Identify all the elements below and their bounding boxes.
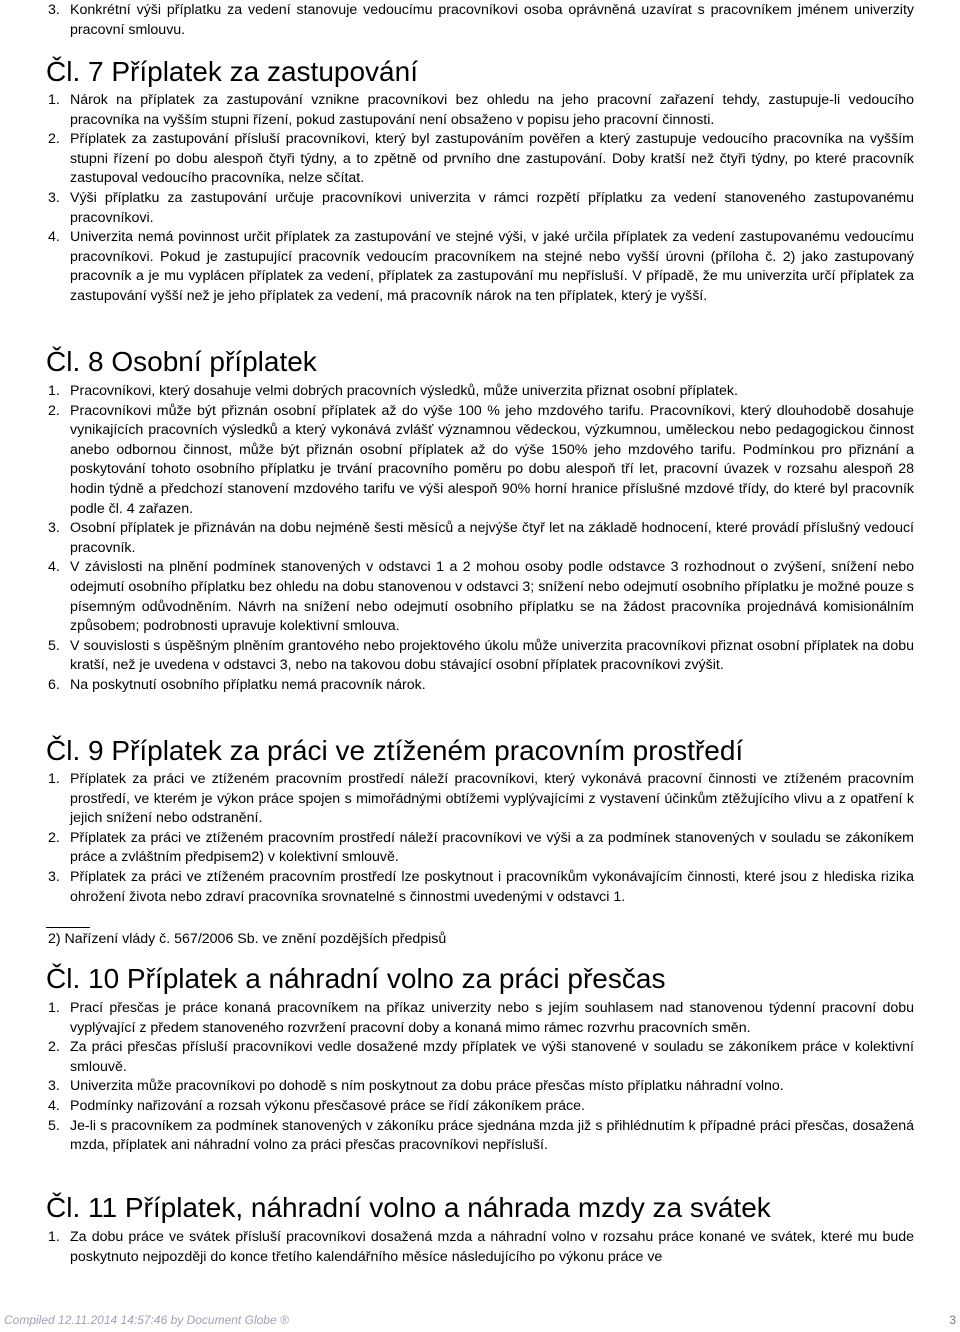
- page-footer: [4, 1313, 956, 1327]
- item-number: 3.: [48, 1078, 60, 1095]
- item-number: 2.: [48, 829, 60, 846]
- page-number: 3: [949, 1313, 956, 1327]
- item-number: 4.: [48, 559, 60, 576]
- item-number: 6.: [48, 676, 60, 693]
- section-items: [46, 999, 914, 1156]
- list-item: [46, 91, 914, 130]
- item-number: 3.: [48, 868, 60, 885]
- item-number: 2.: [48, 402, 60, 419]
- item-text: Příplatek za zastupování přísluší pracovníkovi, který byl zastupováním pověřen a který zastupuje vedoucího pracovníka na vyšším stupni řízení po dobu alespoň čtyři týdny, a to zpětně od prvního dne zastupování. Doby kratší než čtyři týdny, po které pracovník zastupoval vedoucího pracovníka, nelze sčítat.: [70, 131, 914, 187]
- section-heading: Čl. 8 Osobní příplatek: [46, 346, 317, 377]
- compiled-note: Compiled 12.11.2014 14:57:46 by Document Globe ®: [4, 1313, 289, 1327]
- item-number: 4.: [48, 229, 60, 246]
- item-number: 3.: [48, 189, 60, 206]
- item-number: 1.: [48, 1000, 60, 1016]
- list-item: [46, 1, 914, 40]
- list-item: [46, 228, 914, 306]
- list-item: [46, 130, 914, 189]
- list-item: [46, 519, 914, 558]
- item-text: Výši příplatku za zastupování určuje pracovníkovi univerzita v rámci rozpětí příplatku za vedení stanoveného zastupovanému pracovníkovi.: [70, 189, 914, 226]
- list-item: [46, 1097, 914, 1117]
- footnote-divider: [46, 927, 90, 928]
- item-number: 1.: [48, 1229, 60, 1245]
- item-text: Příplatek za práci ve ztíženém pracovním prostředí náleží pracovníkovi ve výši a za podmínek stanovených v souladu se zákoníkem práce a zvláštním předpisem2) v kolektivní smlouvě.: [70, 829, 914, 866]
- list-item: [46, 382, 914, 402]
- list-item: [46, 1077, 914, 1097]
- section-heading: Čl. 9 Příplatek za práci ve ztíženém pracovním prostředí: [46, 735, 744, 766]
- item-text: Na poskytnutí osobního příplatku nemá pracovník nárok.: [70, 676, 426, 693]
- list-item: [46, 1038, 914, 1077]
- list-item: [46, 189, 914, 228]
- item-number: 1.: [48, 771, 60, 787]
- item-text: Nárok na příplatek za zastupování vznikne pracovníkovi bez ohledu na jeho pracovní zařazení tehdy, zastupuje-li vedoucího pracovníka na vyšším stupni řízení, pokud zastupování není obsaženo v popisu jeho pracovní činnosti.: [70, 92, 914, 128]
- section-items-8: [46, 382, 914, 696]
- list-item: [46, 558, 914, 636]
- footnote: 2) Nařízení vlády č. 567/2006 Sb. ve znění pozdějších předpisů: [48, 931, 447, 947]
- list-item: [46, 999, 914, 1038]
- item-text: Pracovníkovi, který dosahuje velmi dobrých pracovních výsledků, může univerzita přiznat osobní příplatek.: [70, 383, 738, 399]
- item-number: 1.: [48, 92, 60, 108]
- list-item: [46, 676, 914, 696]
- section-heading: Čl. 7 Příplatek za zastupování: [46, 56, 418, 87]
- item-number: 1.: [48, 383, 60, 399]
- item-text: Za práci přesčas přísluší pracovníkovi vedle dosažené mzdy příplatek ve výši stanovené v souladu se zákoníkem práce v kolektivní smlouvě.: [70, 1039, 914, 1075]
- item-text: V závislosti na plnění podmínek stanovených v odstavci 1 a 2 mohou osoby podle odstavce 3 rozhodnout o zvýšení, snížení nebo odejmutí osobního příplatku bez ohledu na dobu stanovenou v odstavci 3; snížení nebo odejmutí osobního příplatku je možné pouze s písemným odůvodněním. Návrh na snížení nebo odejmutí osobního příplatku se na žádost pracovníka projednává komisionálním způsobem; podrobnosti upravuje kolektivní smlouva.: [70, 559, 914, 635]
- item-text: Univerzita může pracovníkovi po dohodě s ním poskytnout za dobu práce přesčas místo příplatku náhradní volno.: [70, 1078, 784, 1095]
- section-heading: Čl. 10 Příplatek a náhradní volno za práci přesčas: [46, 963, 666, 994]
- item-text: Podmínky nařizování a rozsah výkonu přesčasové práce se řídí zákoníkem práce.: [70, 1097, 585, 1114]
- item-text: Univerzita nemá povinnost určit příplatek za zastupování ve stejné výši, v jaké určila příplatek za vedení zastupovanému vedoucímu pracovníkovi. Pokud je zastupující pracovník vedoucím pracovníkem na stejné nebo vyšší úrovni (příloha č. 2) jako zastupovaný pracovník a je mu vyplácen příplatek za vedení, příplatek za zastupování mu nepřísluší. V případě, že mu univerzita určí příplatek za zastupování vyšší než je jeho příplatek za vedení, má pracovník nárok na ten příplatek, který je vyšší.: [70, 229, 914, 304]
- section-items: [46, 770, 914, 907]
- list-item: [46, 1117, 914, 1156]
- item-text: Pracovníkovi může být přiznán osobní příplatek až do výše 100 % jeho mzdového tarifu. Pracovníkovi, který dlouhodobě dosahuje vynikajících pracovních výsledků a který vykonává zvlášť významnou vědeckou, výzkumnou, uměleckou nebo pedagogickou činnost anebo odbornou činnost, může být přiznán osobní příplatek až do výše 150% jeho mzdového tarifu. Podmínkou pro přiznání a poskytování tohoto osobního příplatku je trvání pracovního poměru po dobu alespoň tří let, pracovní úvazek v rozsahu alespoň 28 hodin týdně a předchozí stanovení mzdového tarifu ve výši alespoň 90% horní hranice příslušné mzdové třídy, do které byl pracovník podle čl. 4 zařazen.: [70, 402, 914, 517]
- list-item: [46, 1228, 914, 1267]
- item-number: 3.: [48, 2, 60, 18]
- item-number: 5.: [48, 637, 60, 654]
- list-item: [46, 829, 914, 868]
- item-number: 3.: [48, 520, 60, 537]
- list-item: [46, 770, 914, 829]
- item-text: Prací přesčas je práce konaná pracovníkem na příkaz univerzity nebo s jejím souhlasem nad stanovenou týdenní pracovní dobu vyplývající z předem stanoveného rozvržení pracovní doby a konaná mimo rámec rozvrhu pracovních směn.: [70, 1000, 914, 1036]
- list-item: [46, 402, 914, 520]
- item-number: 4.: [48, 1097, 60, 1114]
- item-text: Příplatek za práci ve ztíženém pracovním prostředí náleží pracovníkovi, který vykonává pracovní činnosti ve ztíženém pracovním prostředí, ve kterém je výkon práce spojen s mimořádnými obtížemi vyplývajícími z vystavení účinkům ztěžujícího vlivu a z opatření k jejich snížení nebo odstranění.: [70, 771, 914, 827]
- item-number: 5.: [48, 1117, 60, 1134]
- section-heading: Čl. 11 Příplatek, náhradní volno a náhrada mzdy za svátek: [46, 1192, 771, 1223]
- list-item: [46, 637, 914, 676]
- item-text: Za dobu práce ve svátek přísluší pracovníkovi dosažená mzda a náhradní volno v rozsahu práce konané ve svátek, které mu bude poskytnuto nejpozději do konce třetího kalendářního měsíce následujícího po výkonu práce ve: [70, 1229, 914, 1265]
- section-items: [46, 91, 914, 307]
- section-items: [46, 1228, 914, 1267]
- item-text: V souvislosti s úspěšným plněním grantového nebo projektového úkolu může univerzita pracovníkovi přiznat osobní příplatek na dobu kratší, než je uvedena v odstavci 3, nebo na takovou dobu stávající osobní příplatek pracovníkovi zvýšit.: [70, 637, 914, 674]
- item-text: Je-li s pracovníkem za podmínek stanovených v zákoníku práce sjednána mzda již s přihlédnutím k případné práci přesčas, dosažená mzda, příplatek ani náhradní volno za práci přesčas pracovníkovi nepřísluší.: [70, 1117, 914, 1154]
- item-text: Příplatek za práci ve ztíženém pracovním prostředí lze poskytnout i pracovníkům vykonávajícím činnosti, které jsou z hlediska rizika ohrožení života nebo zdraví pracovníka srovnatelné s činnostmi uvedenými v odstavci 1.: [70, 868, 914, 905]
- item-text: Osobní příplatek je přiznáván na dobu nejméně šesti měsíců a nejvýše čtyř let na základě hodnocení, které provádí příslušný vedoucí pracovník.: [70, 520, 914, 556]
- item-text: Konkrétní výši příplatku za vedení stanovuje vedoucímu pracovníkovi osoba oprávněná uzavírat s pracovníkem jménem univerzity pracovní smlouvu.: [70, 2, 914, 38]
- list-item: [46, 868, 914, 907]
- item-number: 2.: [48, 131, 60, 148]
- item-number: 2.: [48, 1039, 60, 1056]
